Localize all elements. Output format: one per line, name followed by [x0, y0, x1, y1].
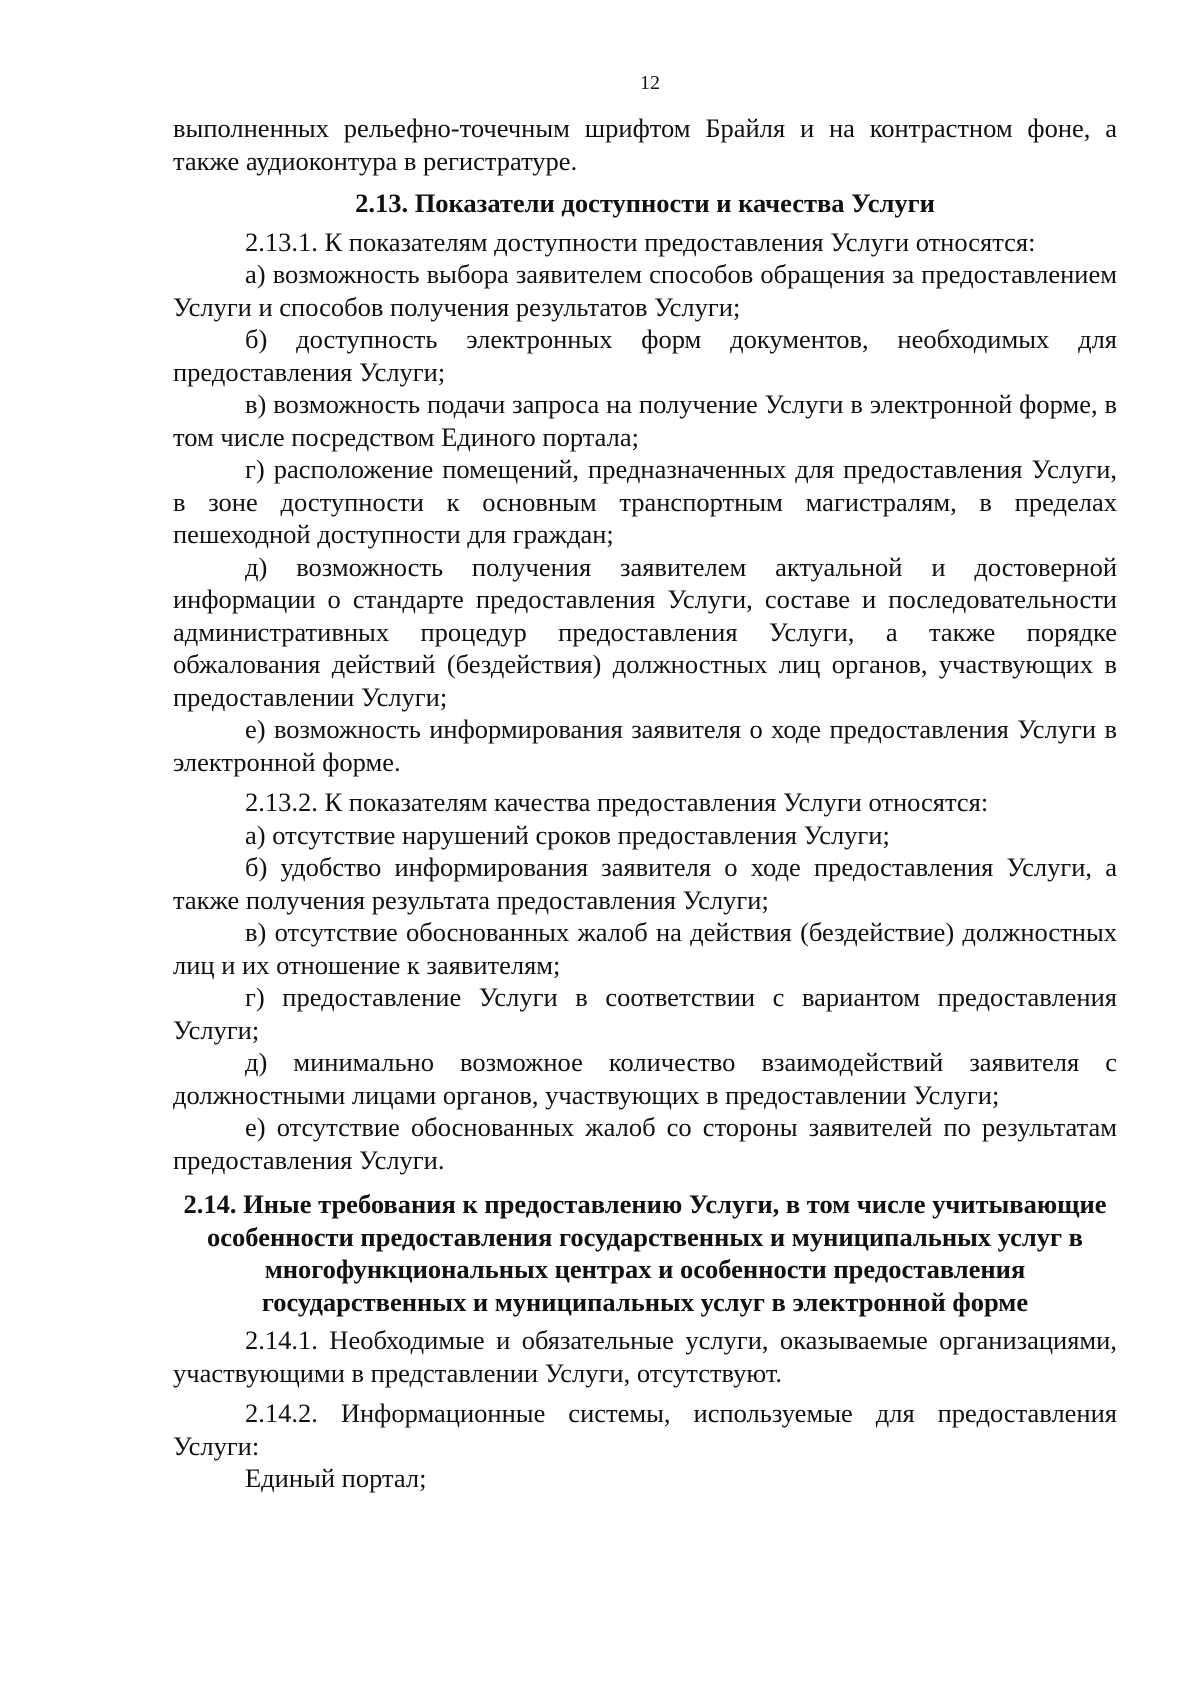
section-2-14-2-item-portal: Единый портал; [245, 1463, 427, 1493]
section-2-13-2-intro: 2.13.2. К показателям качества предоставления Услуги относятся: [245, 787, 989, 817]
section-2-14-2: 2.14.2. Информационные системы, используемые для предоставления Услуги: [173, 1398, 1117, 1461]
section-2-13-1-item-b: б) доступность электронных форм документов, необходимых для предоставления Услуги; [173, 324, 1117, 387]
section-2-13-1-item-g: г) расположение помещений, предназначенных для предоставления Услуги, в зоне доступности к основным транспортным магистралям, в пределах пешеходной доступности для граждан; [173, 454, 1117, 549]
section-2-14-heading: 2.14. Иные требования к предоставлению Услуги, в том числе учитывающие особенности предоставления государственных и муниципальных услуг в многофункциональных центрах и особенности предоставления государственных и муниципальных услуг в электронной форме [183, 1189, 1107, 1317]
section-2-13-1-item-v: в) возможность подачи запроса на получение Услуги в электронной форме, в том числе посредством Единого портала; [173, 389, 1117, 452]
section-2-13-heading: 2.13. Показатели доступности и качества Услуги [355, 188, 935, 218]
intro-continuation: выполненных рельефно-точечным шрифтом Брайля и на контрастном фоне, а также аудиоконтура в регистратуре. [173, 113, 1117, 176]
section-2-13-1-item-a: а) возможность выбора заявителем способов обращения за предоставлением Услуги и способов получения результатов Услуги; [173, 259, 1117, 322]
section-2-13-1-item-d: д) возможность получения заявителем актуальной и достоверной информации о стандарте предоставления Услуги, составе и последовательности административных процедур предоставления Услуги, а также порядке обжалования действий (бездействия) должностных лиц органов, участвующих в предоставлении Услуги; [173, 551, 1117, 712]
page-number: 12 [640, 72, 660, 94]
section-2-13-2-item-e: е) отсутствие обоснованных жалоб со стороны заявителей по результатам предоставления Услуги. [173, 1112, 1117, 1175]
section-2-13-1-item-e: е) возможность информирования заявителя о ходе предоставления Услуги в электронной форме. [173, 714, 1117, 777]
section-2-13-2-item-b: б) удобство информирования заявителя о ходе предоставления Услуги, а также получения результата предоставления Услуги; [173, 852, 1117, 915]
section-2-13-2-item-a: а) отсутствие нарушений сроков предоставления Услуги; [245, 819, 890, 850]
section-2-14-1: 2.14.1. Необходимые и обязательные услуги, оказываемые организациями, участвующими в представлении Услуги, отсутствуют. [173, 1325, 1117, 1388]
section-2-13-2-item-v: в) отсутствие обоснованных жалоб на действия (бездействие) должностных лиц и их отношение к заявителям; [173, 917, 1117, 980]
section-2-13-1-intro: 2.13.1. К показателям доступности предоставления Услуги относятся: [245, 226, 1036, 257]
document-page [173, 70, 1117, 1495]
section-2-13-2-item-d: д) минимально возможное количество взаимодействий заявителя с должностными лицами органов, участвующих в предоставлении Услуги; [173, 1047, 1117, 1110]
section-2-13-2-item-g: г) предоставление Услуги в соответствии с вариантом предоставления Услуги; [173, 982, 1117, 1045]
